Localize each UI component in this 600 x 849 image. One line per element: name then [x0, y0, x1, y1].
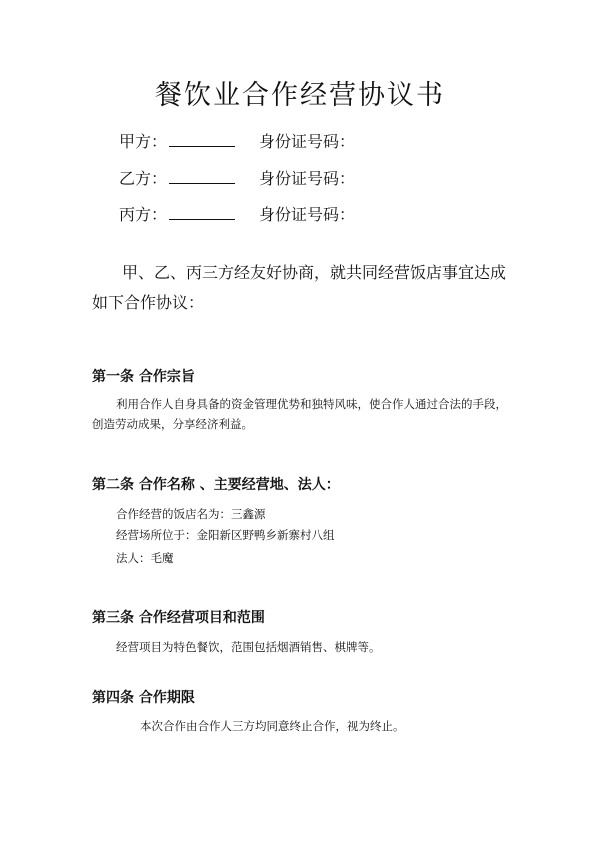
- party-a-row: [119, 131, 356, 153]
- party-c-row: [119, 204, 356, 226]
- article-2-title: 第二条 合作名称 、主要经营地、法人：: [92, 477, 340, 493]
- article-1-line-2: 创造劳动成果，分享经济利益。: [92, 417, 253, 431]
- business-location-text: 经营场所位于：金阳新区野鸭乡新寨村八组: [116, 528, 335, 542]
- article-1-body: [92, 394, 532, 434]
- intro-paragraph: [92, 258, 522, 318]
- article-4-body: 本次合作由合作人三方均同意终止合作，视为终止。: [140, 719, 405, 733]
- party-b-label: 乙方：: [119, 169, 168, 188]
- legal-person-text: 法人：毛魔: [116, 551, 174, 565]
- party-b-name-blank: [169, 168, 235, 184]
- restaurant-name-text: 合作经营的饭店名为：三鑫源: [116, 507, 266, 521]
- party-b-id-label: 身份证号码：: [259, 169, 356, 188]
- article-3-body: 经营项目为特色餐饮，范围包括烟酒销售、棋牌等。: [116, 640, 381, 654]
- party-c-label: 丙方：: [119, 205, 168, 224]
- party-c-id-label: 身份证号码：: [259, 205, 356, 224]
- article-1-title: 第一条 合作宗旨: [92, 369, 195, 385]
- article-4-title: 第四条 合作期限: [92, 690, 195, 706]
- article-3-title: 第三条 合作经营项目和范围: [92, 610, 265, 626]
- party-a-id-label: 身份证号码：: [259, 132, 356, 151]
- party-a-label: 甲方：: [119, 132, 168, 151]
- article-1-line-1: 利用合作人自身具备的资金管理优势和独特风味，使合作人通过合法的手段，: [116, 397, 507, 411]
- document-title: 餐饮业合作经营协议书: [155, 80, 445, 111]
- party-b-row: [119, 168, 356, 190]
- intro-line-2: 如下合作协议：: [92, 293, 205, 312]
- party-c-name-blank: [169, 204, 235, 220]
- party-a-name-blank: [169, 131, 235, 147]
- intro-line-1: 甲、乙、丙三方经友好协商，就共同经营饭店事宜达成: [122, 263, 507, 282]
